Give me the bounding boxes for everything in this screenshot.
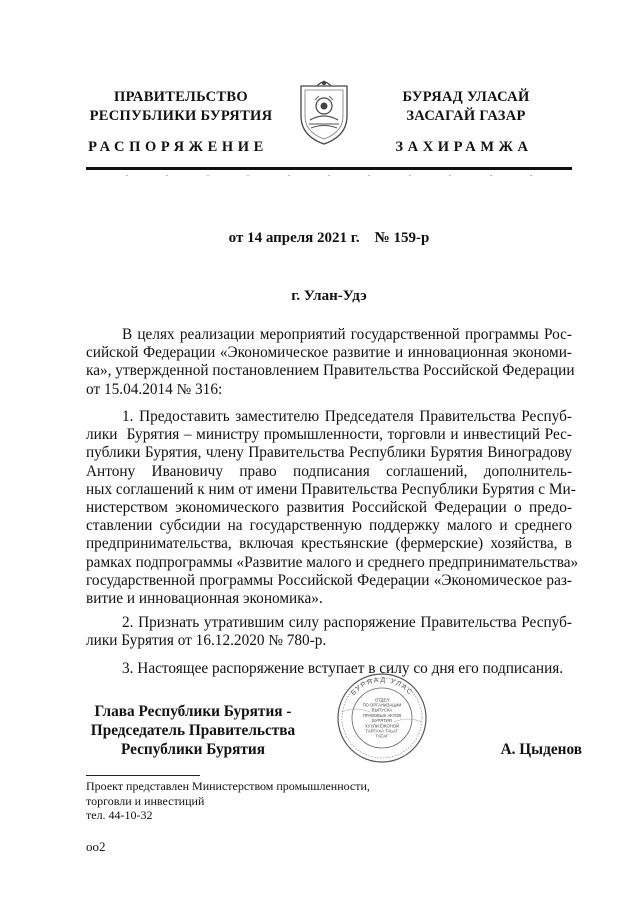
item-1-line: публики Бурятия, члену Правительства Республики Бурятия Виноградову xyxy=(86,444,572,462)
stamp-inner-line: ТАСАГ xyxy=(375,733,389,739)
stamp-inner-line: ПРАВОВЫХ АКТОВ xyxy=(362,712,402,718)
issuer-line2: РЕСПУБЛИКИ БУРЯТИЯ xyxy=(89,108,273,124)
intro-line: от 15.04.2014 № 316: xyxy=(86,380,223,398)
coat-of-arms-icon xyxy=(295,76,353,146)
item-1-line: ных соглашений к ним от имени Правительства Республики Бурятия с Ми- xyxy=(86,480,576,498)
signatory-name: А. Цыденов xyxy=(500,741,582,758)
footer-phone: тел. 44-10-32 xyxy=(86,808,153,822)
issuer-buryat-line1: БУРЯАД УЛАСАЙ xyxy=(402,89,530,105)
item-1-line: 1. Предоставить заместителю Председателя Правительства Респуб- xyxy=(122,408,572,425)
stamp-inner-line: ГАРГАХА ТАЬАГ xyxy=(365,728,399,734)
item-2-paragraph xyxy=(86,614,572,650)
item-2-line: 2. Признать утратившим силу распоряжение Правительства Респуб- xyxy=(122,614,572,631)
footer-line1: Проект представлен Министерством промышленности, xyxy=(86,779,370,793)
header-divider xyxy=(86,167,572,170)
intro-line: сийской Федерации «Экономическое развитие и инновационная экономи- xyxy=(86,344,572,362)
item-3-paragraph xyxy=(86,660,572,678)
item-1-line: ставлении субсидии на государственную поддержку малого и среднего xyxy=(86,517,572,535)
intro-paragraph xyxy=(86,326,575,399)
footer-divider xyxy=(86,775,200,776)
item-1-line: лики Бурятия – министру промышленности, торговли и инвестиций Рес- xyxy=(86,426,572,444)
intro-line: ка», утвержденной постановлением Правительства Российской Федерации xyxy=(86,362,575,380)
signatory-title-line3: Республики Бурятия xyxy=(120,741,266,758)
stamp-inner-line: БУРЯТИЯ xyxy=(372,718,392,724)
intro-line: В целях реализации мероприятий государственной программы Рос- xyxy=(122,326,572,343)
stamp-inner-line: ХУУЛИ ЁЖОНОЙ xyxy=(364,723,400,729)
footer-note xyxy=(86,779,446,823)
item-1-line: государственной программы Российской Федерации «Экономическое раз- xyxy=(86,571,572,589)
issuer-line1: ПРАВИТЕЛЬСТВО xyxy=(114,89,248,105)
stamp-inner-line: ОТДЕЛ xyxy=(374,697,390,703)
signatory-title-line2: Председатель Правительства xyxy=(90,722,296,739)
official-seal-stamp xyxy=(336,672,428,764)
signatory-title-line1: Глава Республики Бурятия - xyxy=(94,703,292,720)
item-1-paragraph xyxy=(86,408,579,608)
item-1-line: предпринимательства, включая крестьянские (фермерские) хозяйства, в xyxy=(86,535,572,553)
item-1-line: Антону Ивановичу право подписания соглашений, дополнитель- xyxy=(86,462,572,480)
header-dotted-line xyxy=(86,175,572,176)
issuer-buryat-line2: ЗАСАГАЙ ГАЗАР xyxy=(406,108,526,124)
item-3-line: 3. Настоящее распоряжение вступает в силу со дня его подписания. xyxy=(122,660,564,677)
document-date-number: от 14 апреля 2021 г. № 159-р xyxy=(228,230,430,246)
doc-type-russian: РАСПОРЯЖЕНИЕ xyxy=(88,139,268,155)
issuer-name-russian xyxy=(88,88,274,126)
signatory-title xyxy=(80,702,306,759)
footer-code: оо2 xyxy=(86,839,106,854)
footer-line2: торговли и инвестиций xyxy=(86,793,205,808)
stamp-inner-line: ПО ОРГАНИЗАЦИИ xyxy=(362,702,402,708)
item-1-line: нистерством экономического развития Российской Федерации о предо- xyxy=(86,499,572,517)
doc-type-buryat: ЗАХИРАМЖА xyxy=(395,139,533,155)
stamp-inner-line: ВЫПУСКА xyxy=(371,707,393,713)
stamp-arc-text: БУРЯАД УЛАС xyxy=(349,676,415,698)
issuer-name-buryat xyxy=(368,88,564,126)
item-1-line: витие и инновационная экономика». xyxy=(86,590,323,608)
document-city: г. Улан-Удэ xyxy=(291,288,367,304)
item-2-line: лики Бурятия от 16.12.2020 № 780-р. xyxy=(86,632,327,650)
item-1-line: рамках подпрограммы «Развитие малого и среднего предпринимательства» xyxy=(86,553,579,571)
